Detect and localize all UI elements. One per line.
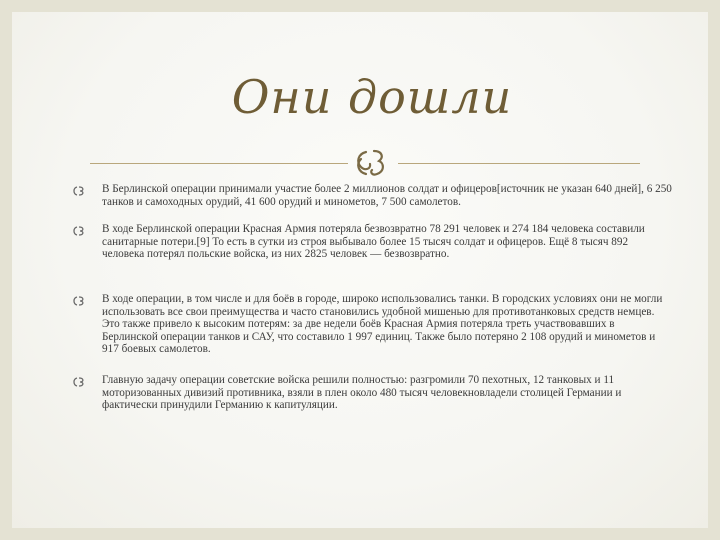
slide bbox=[12, 12, 708, 528]
title-divider-right bbox=[398, 163, 640, 164]
slide-title: Они дошли bbox=[231, 70, 513, 124]
title-divider-left bbox=[90, 163, 348, 164]
paragraph-2: В ходе Берлинской операции Красная Армия потеряла безвозвратно 78 291 человек и 274 184 человека составили санитарные потери.[9] То есть в сутки из строя выбывало более 15 тысяч солдат и офицеров. Ещё 8 тысяч 892 человека потерял польские войска, из них 2825 человек — безвозвратно. bbox=[102, 223, 645, 261]
paragraph-3: В ходе операции, в том числе и для боёв в городе, широко использовались танки. В городских условиях они не могли использовать все свои преимущества и часто становились удобной мишенью для противотанковых средств немцев. Это также привело к высоким потерям: за две недели боёв Красная Армия потеряла треть участвовавших в Берлинской операции танков и САУ, что составило 1 997 единиц. Также было потеряно 2 108 орудий и минометов и 917 боевых самолетов. bbox=[102, 293, 663, 356]
paragraph-4: Главную задачу операции советские войска решили полностью: разгромили 70 пехотных, 12 танковых и 11 моторизованных дивизий противника, взяли в плен около 480 тысяч человекновладели столицей Германии и фактически принудили Германию к капитуляции. bbox=[102, 374, 622, 412]
flourish-bullet-icon bbox=[72, 186, 86, 196]
flourish-bullet-icon bbox=[72, 296, 86, 306]
paragraph-1: В Берлинской операции принимали участие более 2 миллионов солдат и офицеров[источник не указан 640 дней], 6 250 танков и самоходных орудий, 41 600 орудий и минометов, 7 500 самолетов. bbox=[102, 183, 672, 208]
flourish-bullet-icon bbox=[72, 377, 86, 387]
decorative-swirl-icon bbox=[352, 146, 396, 180]
flourish-bullet-icon bbox=[72, 226, 86, 236]
